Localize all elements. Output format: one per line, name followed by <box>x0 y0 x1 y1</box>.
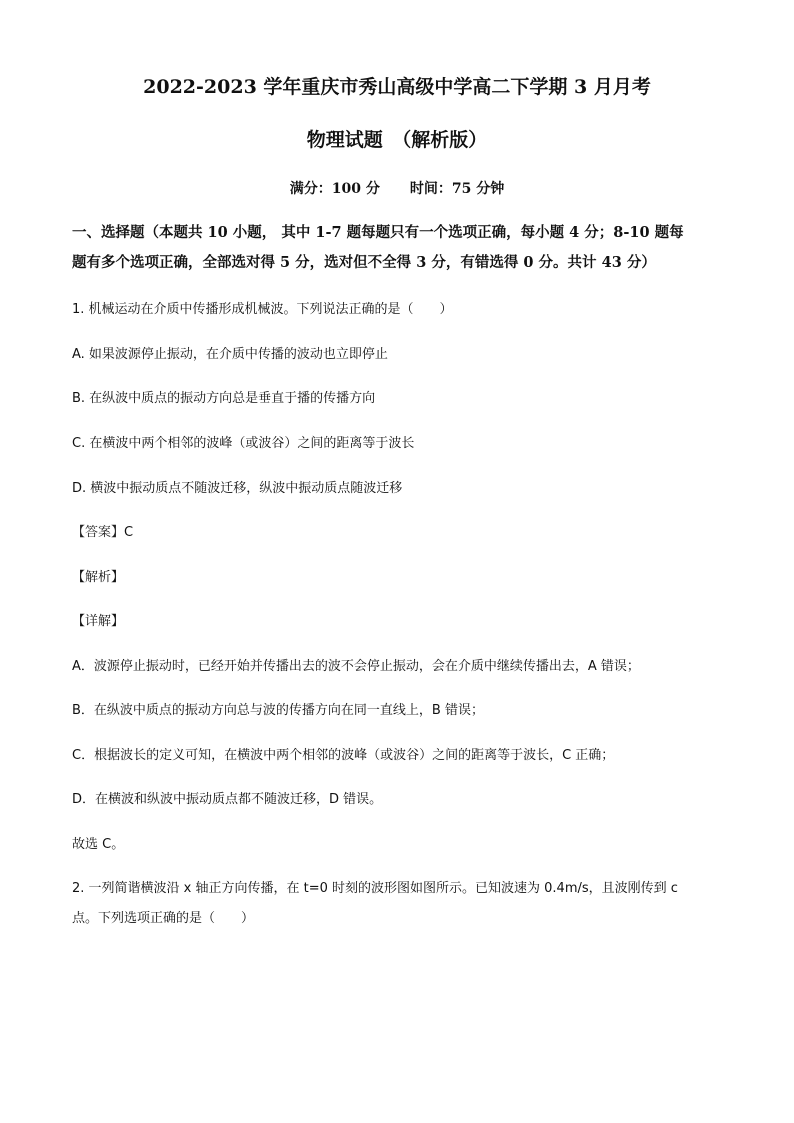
question-2-stem-line-1: 2. 一列简谐横波沿 x 轴正方向传播，在 t=0 时刻的波形图如图所示。已知波速为 0.4m/s，且波刚传到 c <box>72 881 678 896</box>
document-title-line-1: 2022-2023 学年重庆市秀山高级中学高二下学期 3 月月考 <box>143 76 651 98</box>
answer-label: 【答案】 <box>72 525 125 540</box>
question-1-detail-label: 【详解】 <box>72 614 125 629</box>
question-1-stem: 1. 机械运动在介质中传播形成机械波。下列说法正确的是（ ） <box>72 302 453 317</box>
question-1-explanation-c: C．根据波长的定义可知，在横波中两个相邻的波峰（或波谷）之间的距离等于波长，C 正确； <box>72 748 615 763</box>
question-1-explanation-d: D．在横波和纵波中振动质点都不随波迁移，D 错误。 <box>72 792 383 807</box>
answer-value: C <box>124 525 134 540</box>
question-1-option-a: A. 如果波源停止振动，在介质中传播的波动也立即停止 <box>72 347 388 362</box>
question-1-explanation-b: B．在纵波中质点的振动方向总与波的传播方向在同一直线上，B 错误； <box>72 703 484 718</box>
question-1-explanation-a: A．波源停止振动时，已经开始并传播出去的波不会停止振动，会在介质中继续传播出去，A 错误； <box>72 659 640 674</box>
section-heading-line-2: 题有多个选项正确，全部选对得 5 分，选对但不全得 3 分，有错选得 0 分。共计 43 分） <box>72 254 656 271</box>
question-1-analysis-label: 【解析】 <box>72 570 125 585</box>
exam-meta <box>0 178 794 198</box>
question-2-stem-line-2: 点。下列选项正确的是（ ） <box>72 911 255 926</box>
question-1-option-c: C. 在横波中两个相邻的波峰（或波谷）之间的距离等于波长 <box>72 436 415 451</box>
score-info: 满分：100 分 <box>289 181 380 197</box>
question-1-answer <box>72 521 133 540</box>
question-1-conclusion: 故选 C。 <box>72 837 125 852</box>
document-title-line-2: 物理试题 （解析版） <box>306 129 488 151</box>
question-1-option-d: D. 横波中振动质点不随波迁移，纵波中振动质点随波迁移 <box>72 481 403 496</box>
question-1-option-b: B. 在纵波中质点的振动方向总是垂直于播的传播方向 <box>72 391 376 406</box>
section-heading-line-1: 一、选择题（本题共 10 小题， 其中 1-7 题每题只有一个选项正确，每小题 4 分；8-10 题每 <box>72 224 684 241</box>
time-info: 时间：75 分钟 <box>409 181 505 197</box>
